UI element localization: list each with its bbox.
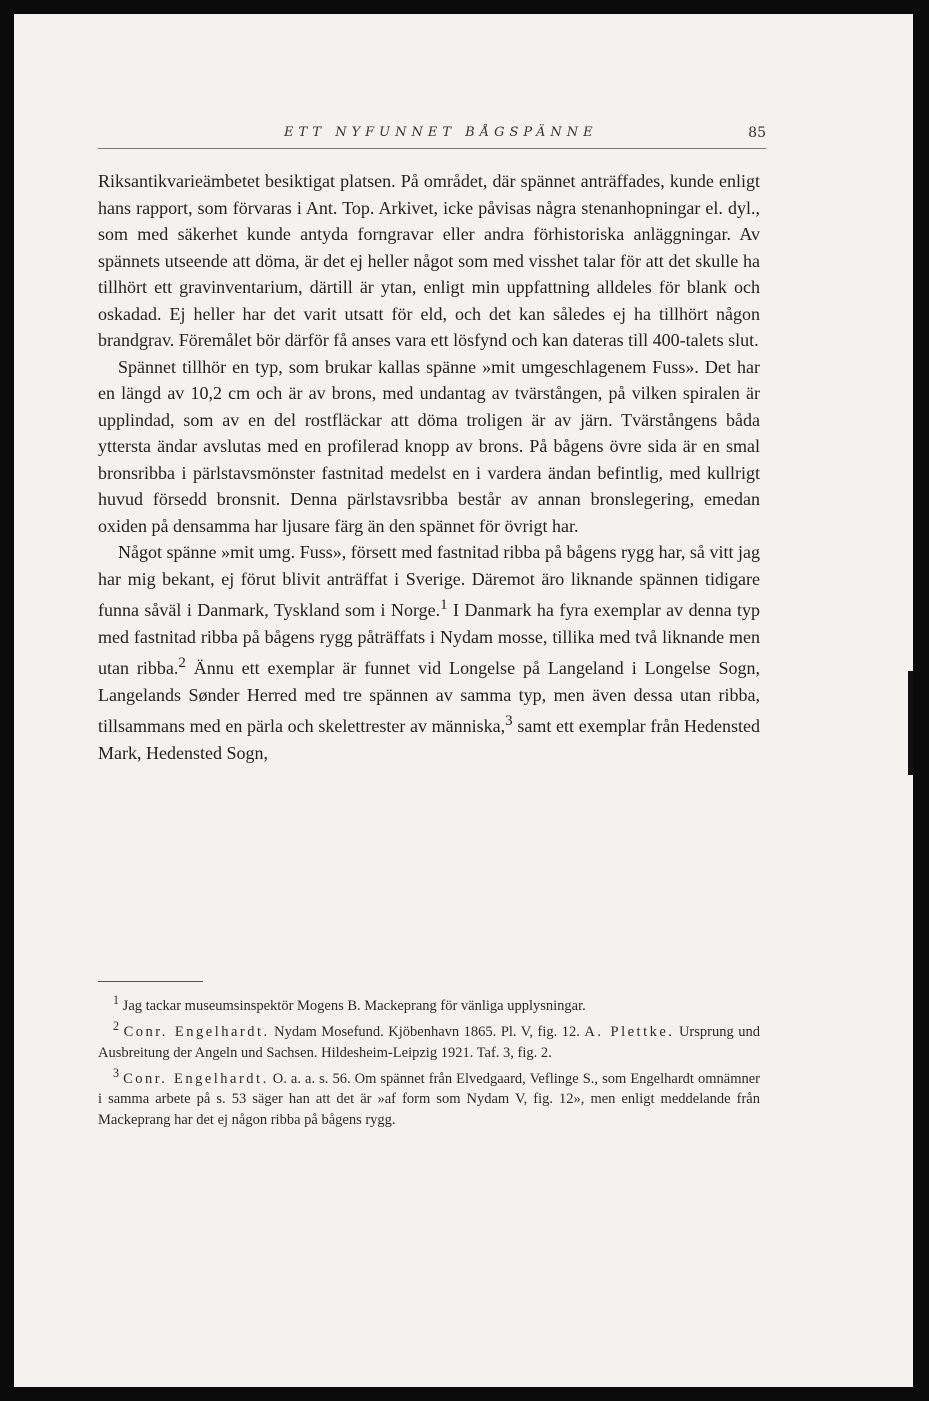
footnote-2-text: Nydam Mosefund. Kjöbenhavn 1865. Pl. V, fig. 12.	[269, 1024, 585, 1041]
footnote-3-mark: 3	[113, 1066, 120, 1081]
footnote-2	[98, 1016, 760, 1063]
paragraph-3-part-2: I Danmark ha fyra exemplar av denna typ med fastnitad ribba på bågens rygg påträffats i Nydam mosse, tillika med två liknande men utan ribba.	[98, 600, 761, 678]
footnote-2-mark: 2	[113, 1019, 120, 1034]
footnote-1	[98, 990, 760, 1016]
paragraph-3-part-1: Något spänne »mit umg. Fuss», försett med fastnitad ribba på bågens rygg har, så vitt jag har mig bekant, ej förut blivit anträffat i Sverige. Däremot äro liknande spännen tidigare funna såväl i Danmark, Tyskland som i Norge.	[98, 542, 760, 620]
footnote-ref-2: 2	[178, 655, 186, 671]
footnote-ref-3: 3	[505, 713, 513, 729]
scan-edge-mark	[908, 671, 913, 775]
footnote-3-text: O. a. a. s. 56. Om spännet från Elvedgaard, Veflinge S., som Engelhardt omnämner i samma arbete på s. 53 säger han att det är »af form som Nydam V, fig. 12», men enligt meddelande från Mackeprang har det ej någon ribba på bågens rygg.	[98, 1070, 760, 1128]
paragraph-3-part-4: samt ett exemplar från Hedensted Mark, Hedensted Sogn,	[98, 716, 760, 763]
running-title: ETT NYFUNNET BÅGSPÄNNE	[284, 125, 598, 140]
paragraph-3-part-3: Ännu ett exemplar är funnet vid Longelse på Langeland i Longelse Sogn, Langelands Sønder Herred med tre spännen av samma typ, men även dessa utan ribba, tillsammans med en pärla och skelettrester av människa,	[98, 658, 760, 736]
footnotes	[98, 990, 760, 1130]
footnote-divider	[98, 981, 203, 982]
footnote-2-author-2: A. Plettke.	[584, 1024, 675, 1041]
page-number: 85	[748, 125, 766, 141]
footnote-1-text: Jag tackar museumsinspektör Mogens B. Mackeprang för vänliga upplysningar.	[119, 997, 586, 1014]
footnote-3	[98, 1063, 760, 1130]
paragraph-3	[98, 539, 760, 766]
footnote-2-author: Conr. Engelhardt.	[123, 1024, 270, 1041]
body-text	[98, 168, 760, 766]
footnote-ref-1: 1	[440, 597, 448, 613]
paragraph-2: Spännet tillhör en typ, som brukar kallas spänne »mit umgeschlagenem Fuss». Det har en längd av 10,2 cm och är av brons, med undantag av tvärstången, på vilken spiralen är upplindad, som av en del rostfläckar att döma troligen är av järn. Tvärstångens båda yttersta ändar avslutas med en profilerad knopp av brons. På bågens övre sida är en smal bronsribba i pärlstavsmönster fastnitad medelst en i vardera ändan befintlig, med kullrigt huvud försedd bronsnit. Denna pärlstavsribba består av annan bronslegering, emedan oxiden på densamma har ljusare färg än den spännet för övrigt har.	[98, 356, 760, 536]
book-page	[14, 14, 913, 1387]
paragraph-1: Riksantikvarieämbetet besiktigat platsen. På området, där spännet anträffades, kunde enligt hans rapport, som förvaras i Ant. Top. Arkivet, icke påvisas några stenanhopningar el. dyl., som med säkerhet kunde antyda forngravar eller andra förhistoriska anläggningar. Av spännets utseende att döma, är det ej heller något som med visshet talar för att det skulle ha tillhört ett gravinventarium, därtill är ytan, enligt min uppfattning alldeles för blank och oskadad. Ej heller har det varit utsatt för eld, och det kan således ej ha tillhört någon brandgrav. Föremålet bör därför få anses vara ett lösfynd och kan dateras till 400-talets slut.	[98, 171, 760, 350]
page-header	[98, 120, 766, 149]
footnote-3-author: Conr. Engelhardt.	[123, 1070, 269, 1087]
footnote-2-text-2: Ursprung und Ausbreitung der Angeln und Sachsen. Hildesheim-Leipzig 1921. Taf. 3, fig. 2.	[98, 1024, 760, 1061]
footnote-1-mark: 1	[113, 993, 120, 1007]
